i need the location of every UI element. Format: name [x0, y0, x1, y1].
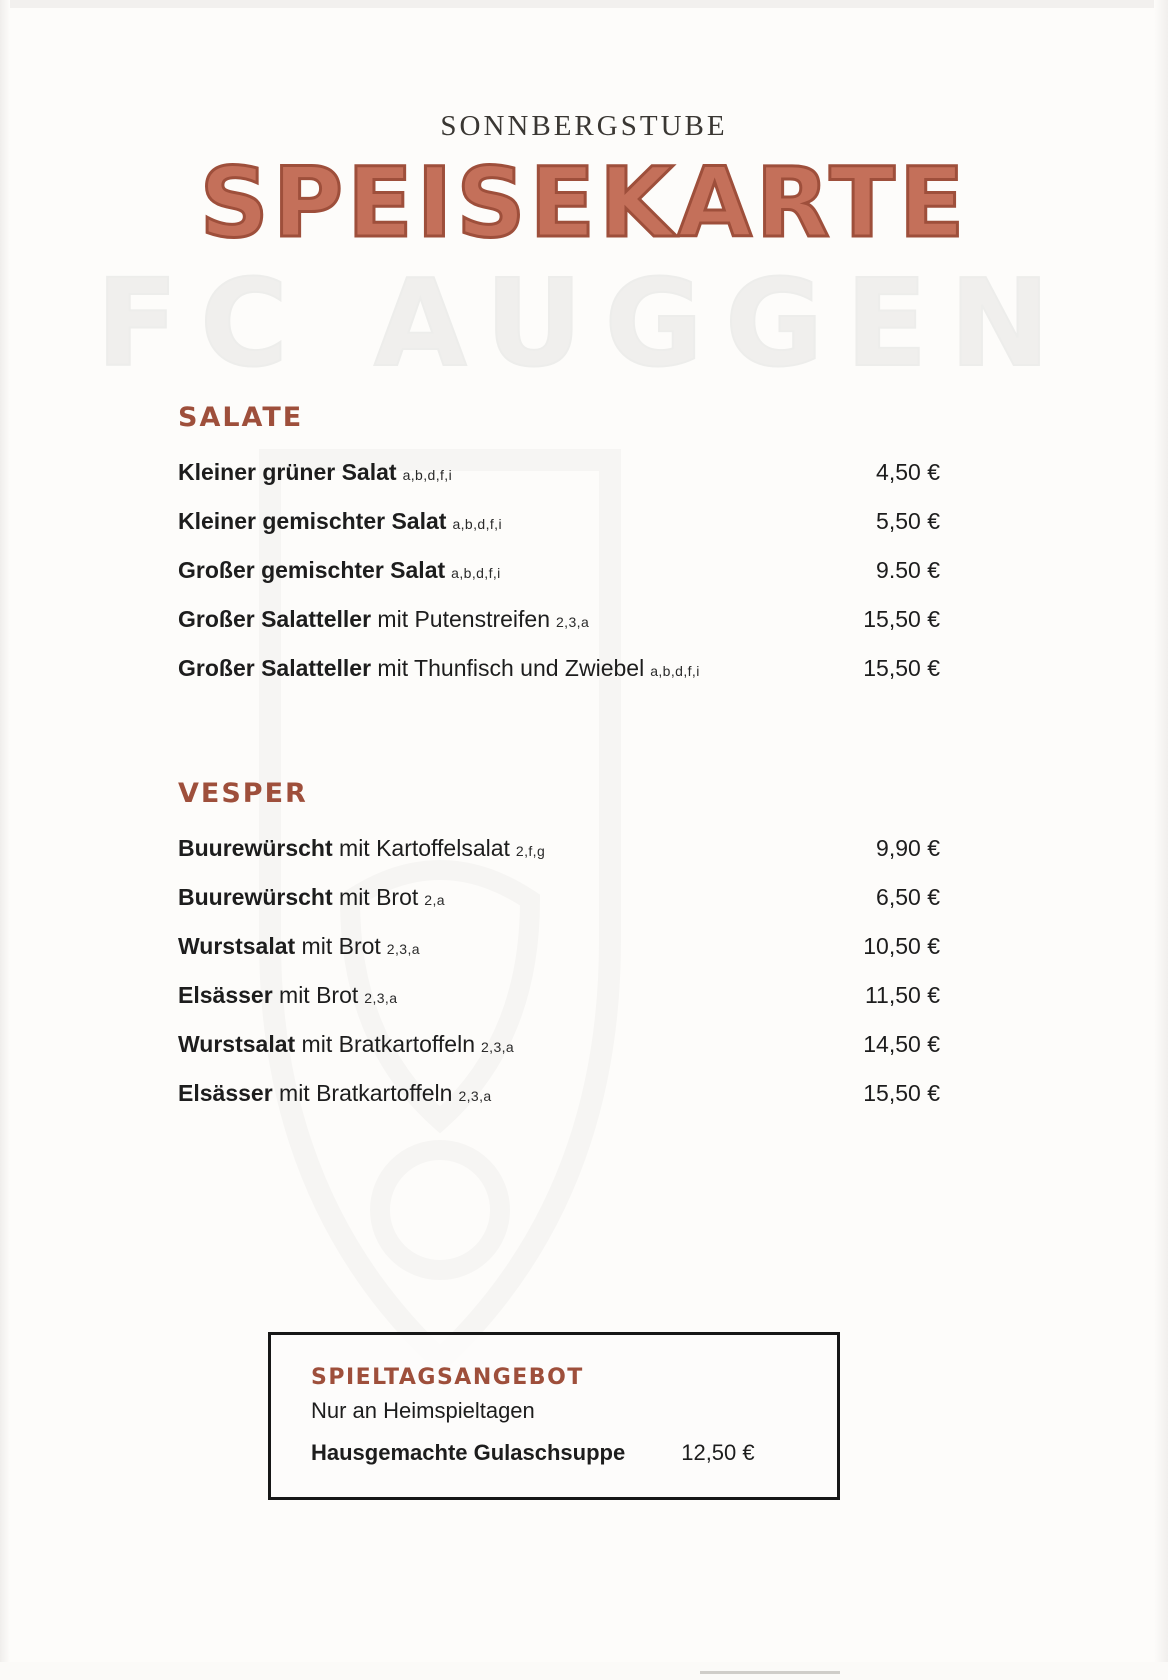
offer-subtitle: Nur an Heimspieltagen: [311, 1398, 535, 1423]
matchday-offer-box: [268, 1332, 840, 1500]
menu-item-text: [178, 557, 810, 584]
item-list-vesper: [178, 835, 940, 1107]
menu-item-name: Elsässer: [178, 981, 273, 1008]
menu-item-price: 11,50 €: [864, 981, 940, 1008]
menu-item-name: Elsässer: [178, 1079, 273, 1106]
menu-item-price: 9,90 €: [876, 834, 940, 861]
menu-item-allergens: 2,3,a: [364, 989, 398, 1006]
menu-item: [178, 1080, 940, 1107]
menu-item-allergens: a,b,d,f,i: [452, 515, 502, 532]
menu-item-text: [178, 606, 810, 633]
matchday-offer-inner: [271, 1335, 837, 1466]
menu-item: [178, 982, 940, 1009]
menu-item-price: 10,50 €: [863, 932, 940, 959]
menu-item: [178, 606, 940, 633]
menu-item-allergens: 2,f,g: [515, 842, 546, 859]
menu-item-price: 14,50 €: [863, 1030, 940, 1057]
menu-item-text: [178, 459, 810, 486]
menu-item-name: Großer Salatteller: [178, 605, 372, 632]
menu-item-text: [178, 933, 810, 960]
offer-item-price: 12,50 €: [681, 1440, 755, 1465]
menu-item-text: [178, 1031, 810, 1058]
page-edge-bottom: [0, 1662, 1168, 1680]
section-vesper: [178, 778, 940, 1107]
watermark-text: FC AUGGEN: [96, 255, 1072, 394]
menu-item-text: [178, 1080, 810, 1107]
menu-item-price: 15,50 €: [863, 654, 940, 681]
menu-item: [178, 508, 940, 535]
menu-item-detail: mit Kartoffelsalat: [332, 834, 510, 861]
menu-item-price: 15,50 €: [863, 1079, 940, 1106]
offer-item-name: Hausgemachte Gulaschsuppe: [311, 1440, 626, 1465]
menu-item-detail: mit Thunfisch und Zwiebel: [371, 654, 645, 681]
menu-item-text: [178, 982, 810, 1009]
page-edge-top: [0, 0, 1168, 8]
menu-item-text: [178, 655, 810, 682]
offer-item-row: [311, 1440, 837, 1466]
page-title: SPEISEKARTE: [199, 147, 969, 259]
menu-item-text: [178, 835, 810, 862]
menu-item-allergens: 2,3,a: [458, 1087, 492, 1104]
menu-item-allergens: a,b,d,f,i: [650, 662, 700, 679]
menu-item-name: Buurewürscht: [178, 834, 333, 861]
menu-item: [178, 1031, 940, 1058]
menu-item-allergens: a,b,d,f,i: [402, 466, 453, 483]
menu-item-allergens: a,b,d,f,i: [451, 564, 501, 581]
menu-item-name: Großer gemischter Salat: [178, 556, 446, 583]
menu-item: [178, 459, 940, 486]
menu-item-allergens: 2,a: [424, 891, 445, 908]
menu-item-name: Kleiner grüner Salat: [178, 458, 397, 485]
menu-item-detail: mit Brot: [332, 883, 419, 910]
menu-item: [178, 884, 940, 911]
menu-item-allergens: 2,3,a: [386, 940, 420, 957]
menu-item-detail: mit Brot: [295, 932, 381, 959]
menu-item: [178, 835, 940, 862]
menu-item-name: Wurstsalat: [178, 1030, 296, 1057]
menu-item: [178, 933, 940, 960]
menu-item-detail: mit Brot: [272, 981, 359, 1008]
menu-item: [178, 655, 940, 682]
menu-item-name: Kleiner gemischter Salat: [178, 507, 447, 534]
menu-item-allergens: 2,3,a: [480, 1038, 515, 1055]
menu-item-text: [178, 508, 810, 535]
section-heading-vesper: VESPER: [178, 777, 308, 809]
menu-item-price: 15,50 €: [863, 605, 940, 632]
menu-item-price: 4,50 €: [876, 458, 940, 485]
menu-item-detail: mit Bratkartoffeln: [272, 1079, 453, 1106]
item-list-salate: [178, 459, 940, 682]
menu-item-detail: mit Putenstreifen: [371, 605, 550, 632]
offer-heading: SPIELTAGSANGEBOT: [311, 1365, 584, 1390]
restaurant-name: SONNBERGSTUBE: [440, 110, 728, 142]
menu-content: [0, 110, 1168, 1465]
section-salate: [178, 402, 940, 682]
menu-item-price: 9.50 €: [876, 556, 940, 583]
page-bottom-mark: [700, 1671, 840, 1674]
section-heading-salate: SALATE: [178, 401, 304, 433]
menu-item-allergens: 2,3,a: [556, 613, 590, 630]
menu-item-text: [178, 884, 810, 911]
menu-item-name: Wurstsalat: [178, 932, 296, 959]
menu-item: [178, 557, 940, 584]
menu-item-price: 5,50 €: [876, 507, 940, 534]
menu-item-name: Buurewürscht: [178, 883, 333, 910]
menu-item-name: Großer Salatteller: [178, 654, 372, 681]
menu-item-price: 6,50 €: [876, 883, 940, 910]
menu-item-detail: mit Bratkartoffeln: [295, 1030, 475, 1057]
